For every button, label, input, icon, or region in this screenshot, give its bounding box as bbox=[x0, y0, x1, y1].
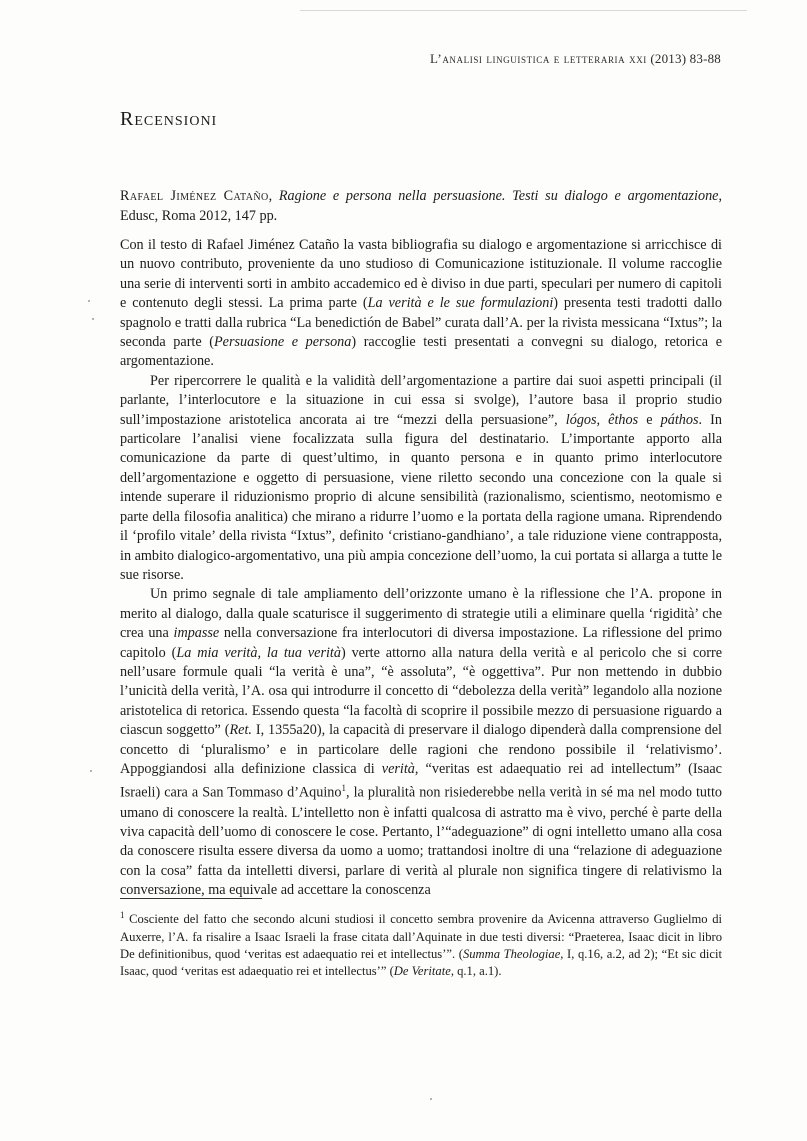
publisher-info: Edusc, Roma 2012, 147 pp. bbox=[120, 207, 278, 224]
footnote-marker[interactable]: 1 bbox=[341, 783, 346, 794]
top-rule bbox=[300, 10, 747, 11]
text-run: Un primo segnale di tale ampliamento dell’orizzonte umano è la riflessione che l’A. propone in merito al dialogo, dalla quale scaturisce il suggerimento di strategie utili a eliminare quella ‘rigidità’ che crea una bbox=[120, 586, 722, 642]
italic-run: Summa Theologiae bbox=[462, 947, 561, 961]
book-title: Ragione e persona nella persuasione. Testi su dialogo e argomentazione bbox=[278, 188, 719, 204]
text-run: ) verte attorno alla natura della verità e al pericolo che si corre nell’usare formule quali “la verità è una”, “è assoluta”, “è oggettiva”. Pur non mettendo in dubbio l’unicità della verità, l’A. osa qui introdurre il concetto di “debolezza della verità” legandolo alla nozione aristotelica di retorica. Essendo questa “la facoltà di scoprire il possibile mezzo di persuasione riguardo a ciascun soggetto” ( bbox=[120, 644, 722, 739]
text-run: ) presenta testi tradotti dallo spagnolo e tratti dalla rubrica “La benedictión de Babel” curata dall’A. per la rivista messicana “Ixtus”; la seconda parte ( bbox=[120, 295, 722, 351]
italic-run: La mia verità, la tua verità bbox=[176, 644, 341, 661]
year-pages: (2013) 83-88 bbox=[650, 51, 721, 66]
footnote-1 bbox=[120, 907, 722, 981]
running-head bbox=[430, 51, 721, 67]
scan-speck bbox=[92, 318, 94, 320]
text-run: Per ripercorrere le qualità e la validità dell’argomentazione a partire dai suoi aspetti principali (il parlante, l’interlocutore e la situazione in cui essa si svolge), l’autore basa il proprio studio sull’impostazione aristotelica ancorata ai tre “mezzi della persuasione”, bbox=[120, 372, 722, 428]
text-run: , la pluralità non risiederebbe nella verità in sé ma nel modo tutto umano di conoscere la realtà. L’intelletto non è infatti qualcosa di astratto ma è vivo, perché è parte della viva capacità dell’uomo di conoscere le cose. Pertanto, l’“adeguazione” di ogni intelletto umano alla cosa da conoscere risulta essere diversa da uomo a uomo; trattandosi inoltre di una “relazione di adeguazione con la cosa” fatta da intelletti diversi, parlare di verità al plurale non significa tingere di relativismo la conversazione, ma equivale ad accettare la conoscenza bbox=[120, 785, 722, 899]
text-run: . In particolare l’analisi viene focalizzata sulla figura del destinatario. L’importante apporto alla comunicazione da parte di quest’ultimo, in quanto persona e in quanto primo interlocutore dell’argomentazione e oggetto di persuasione, viene riletto secondo una concezione con la quale si intende superare il riduzionismo proprio di alcune sensibilità (razionalismo, scientismo, neotomismo e parte della filosofia analitica) che mirano a ridurre l’uomo e la portata della ragione umana. Riprendendo il ‘profilo vitale’ della rivista “Ixtus”, definito ‘cristiano-gandhiano’, a tale riduzione viene contrapposta, in ambito dialogico-argomentativo, una più ampia concezione dell’uomo, la cui portata si allarga a tutte le sue risorse. bbox=[120, 411, 722, 583]
italic-run: La verità e le sue formulazioni bbox=[367, 295, 554, 312]
italic-run: De Veritate bbox=[393, 964, 451, 979]
text-run: , “veritas est adaequatio rei ad intellectum” (Isaac Israeli) cara a San Tommaso d’Aquino bbox=[120, 760, 722, 802]
section-title: Recensioni bbox=[120, 108, 218, 130]
review-body bbox=[120, 236, 722, 901]
scan-speck bbox=[90, 770, 92, 772]
footnote-rule bbox=[120, 898, 262, 899]
italic-run: páthos bbox=[660, 411, 699, 428]
paragraph-3 bbox=[120, 585, 722, 900]
paragraph-2 bbox=[120, 372, 722, 585]
footnote-number: 1 bbox=[120, 910, 125, 920]
text-run: Cosciente del fatto che secondo alcuni studiosi il concetto sembra provenire da Avicenna attraverso Guglielmo di Auxerre, l’A. fa risalire a Isaac Israeli la frase citata dall’Aquinate in due testi diversi: “Praeterea, Isaac dicit in libro De definitionibus, quod ‘veritas est adaequatio rei et intellectus’”. ( bbox=[120, 912, 722, 961]
text-run: ) raccoglie testi presentati a convegni su dialogo, retorica e argomentazione. bbox=[120, 334, 722, 370]
text-run: I, 1355a20), la capacità di preservare il dialogo dipenderà dalla comprensione del concetto di ‘pluralismo’ e in particolare delle ragioni che rendono possibile il ‘relativismo’. Appoggiandosi alla definizione classica di bbox=[120, 722, 723, 777]
italic-run: impasse bbox=[173, 625, 220, 642]
journal-name: L’analisi linguistica e letteraria xxi bbox=[430, 51, 647, 66]
text-run: , q.1, a.1). bbox=[450, 964, 502, 979]
italic-run: Persuasione e persona bbox=[214, 334, 352, 351]
paragraph-1 bbox=[120, 236, 722, 372]
text-run: nella conversazione fra interlocutori di diversa impostazione. La riflessione del primo capitolo ( bbox=[120, 625, 722, 661]
italic-run: Ret. bbox=[229, 722, 252, 739]
italic-run: lógos, êthos bbox=[565, 411, 639, 428]
scan-speck bbox=[430, 1098, 432, 1100]
review-author: Rafael Jiménez Cataño bbox=[120, 188, 269, 204]
text-run: , I, q.16, a.2, ad 2); “Et sic dicit Isaac, quod ‘veritas est adaequatio rei et intellectus’” ( bbox=[120, 947, 722, 979]
italic-run: verità bbox=[381, 760, 415, 777]
text-run: e bbox=[638, 411, 661, 428]
scan-speck bbox=[88, 300, 90, 302]
text-run: Con il testo di Rafael Jiménez Cataño la vasta bibliografia su dialogo e argomentazione si arricchisce di un nuovo contributo, proveniente da uno studioso di Comunicazione istituzionale. Il volume raccoglie una serie di interventi sorti in ambito accademico ed è diviso in due parti, speculari per numero di capitoli e contenuto degli stessi. La prima parte ( bbox=[120, 237, 722, 312]
bibliographic-reference: Rafael Jiménez Cataño, Ragione e persona nella persuasione. Testi su dialogo e argomentazione, Edusc, Roma 2012, 147 pp. bbox=[120, 188, 723, 224]
